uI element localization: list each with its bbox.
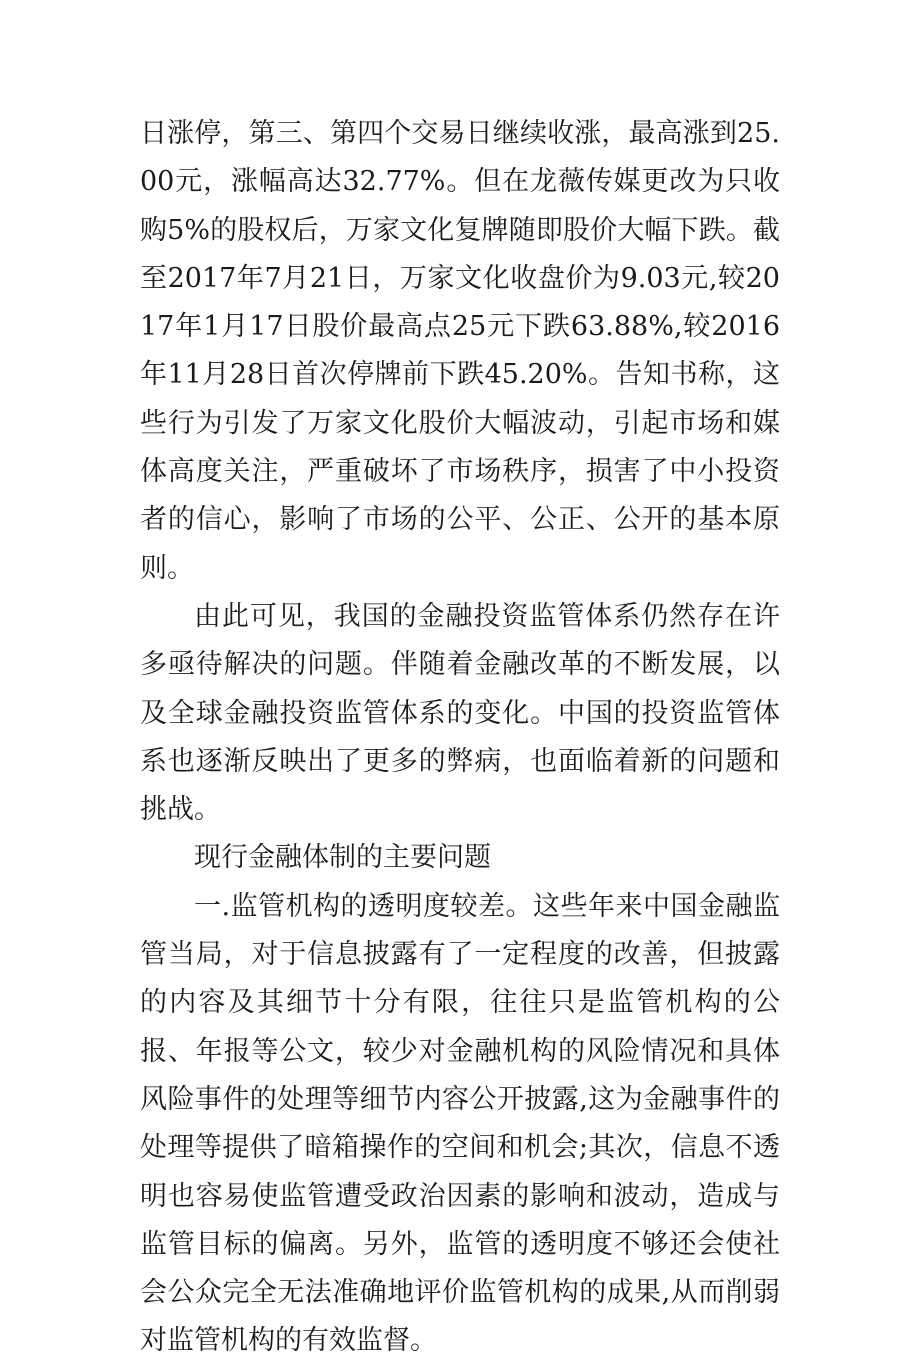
document-body <box>140 110 780 1366</box>
paragraph-transparency: 一.监管机构的透明度较差。这些年来中国金融监管当局，对于信息披露有了一定程度的改善，但披露的内容及其细节十分有限，往往只是监管机构的公报、年报等公文，较少对金融机构的风险情况和具体风险事件的处理等细节内容公开披露,这为金融事件的处理等提供了暗箱操作的空间和机会;其次，信息不透明也容易使监管遭受政治因素的影响和波动，造成与监管目标的偏离。另外，监管的透明度不够还会使社会公众完全无法准确地评价监管机构的成果,从而削弱对监管机构的有效监督。 <box>140 890 780 1357</box>
paragraph-conclusion: 由此可见，我国的金融投资监管体系仍然存在许多亟待解决的问题。伴随着金融改革的不断发展，以及全球金融投资监管体系的变化。中国的投资监管体系也逐渐反映出了更多的弊病，也面临着新的问题和挑战。 <box>140 600 780 826</box>
paragraph-continuation: 日涨停，第三、第四个交易日继续收涨，最高涨到25.00元，涨幅高达32.77%。但在龙薇传媒更改为只收购5%的股权后，万家文化复牌随即股价大幅下跌。截至2017年7月21日，万家文化收盘价为9.03元,较2017年1月17日股价最高点25元下跌63.88%,较2016年11月28日首次停牌前下跌45.20%。告知书称，这些行为引发了万家文化股价大幅波动，引起市场和媒体高度关注，严重破坏了市场秩序，损害了中小投资者的信心，影响了市场的公平、公正、公开的基本原则。 <box>140 118 780 584</box>
section-heading: 现行金融体制的主要问题 <box>194 842 491 874</box>
